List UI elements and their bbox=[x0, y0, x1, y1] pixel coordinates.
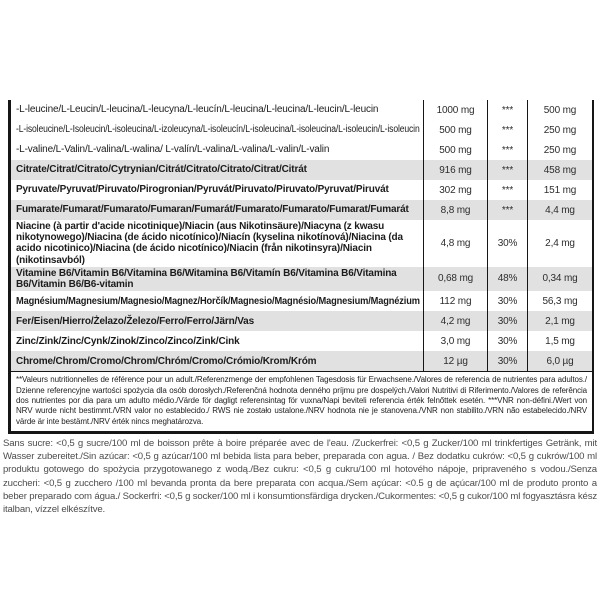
nutrient-label: Citrate/Citrat/Citrato/Cytrynian/Citrát/Citrato/Citrato/Citrat/Citrát bbox=[16, 164, 307, 176]
table-row bbox=[11, 331, 592, 351]
nrv-percent-col: 30% bbox=[487, 331, 527, 351]
nutrient-label: Fer/Eisen/Hierro/Żelazo/Železo/Ferro/Ferro/Järn/Vas bbox=[16, 315, 254, 327]
amount-col-2: 6,0 µg bbox=[527, 351, 592, 371]
nrv-percent-col: 30% bbox=[487, 351, 527, 371]
table-row bbox=[11, 140, 592, 160]
nrv-percent-col: *** bbox=[487, 100, 527, 120]
table-row bbox=[11, 120, 592, 140]
nrv-percent-col: *** bbox=[487, 160, 527, 180]
amount-col-2: 0,34 mg bbox=[527, 267, 592, 291]
amount-col-1: 8,8 mg bbox=[423, 200, 487, 220]
amount-col-1: 12 µg bbox=[423, 351, 487, 371]
nutrient-label: Niacine (à partir d'acide nicotinique)/Niacin (aus Nikotinsäure)/Niacyna (z kwasu nikotynowego)/Niacina (de ácido nicotínico)/Niacín (kyselina nikotínová)/Niacina (da acido nicotinico)/Niacina (de ácido nicotínico)/Niacin (från nikotinsyra)/Niacin (nikotinsavból) bbox=[16, 221, 403, 266]
table-row bbox=[11, 160, 592, 180]
table-row bbox=[11, 291, 592, 311]
sugar-free-statement: Sans sucre: <0,5 g sucre/100 ml de boisson prête à boire préparée avec de l'eau. /Zuckerfrei: <0,5 g Zucker/100 ml trinkfertiges Getränk, mit Wasser zubereitet./Sin azúcar: <0,5 g azúcar/100 ml bebida lista para beber, preparada con agua. / Bez dodatku cukrów: <0,5 g cukrów/100 ml produktu gotowego do spożycia przygotowanego z wodą./Bez cukru: <0,5 g cukru/100 ml hotového nápoje, pripraveného s vodou./Senza zuccheri: <0,5 g zucchero /100 ml bevanda pronta da bere preparata con acqua./Sem açúcar: <0.5 g de açúcar/100 ml de produto pronto a beber preparado com água./ Sockerfri: <0,5 g socker/100 ml i konsumtionsfärdiga drycken./Cukormentes: <0,5 g cukor/100 ml fogyasztásra kész italban, vízzel elkészítve. bbox=[3, 438, 597, 516]
nutrient-label: -L-leucine/L-Leucin/L-leucina/L-leucyna/L-leucín/L-leucina/L-leucina/L-leucin/L-leucin bbox=[16, 104, 379, 116]
nutrient-label: Pyruvate/Pyruvat/Piruvato/Pirogronian/Pyruvát/Piruvato/Piruvato/Pyruvat/Piruvát bbox=[16, 184, 389, 196]
nutrition-table-rows bbox=[11, 100, 592, 371]
amount-col-1: 4,8 mg bbox=[423, 220, 487, 267]
nrv-percent-col: 30% bbox=[487, 291, 527, 311]
nrv-percent-col: *** bbox=[487, 120, 527, 140]
amount-col-1: 500 mg bbox=[423, 120, 487, 140]
amount-col-2: 2,4 mg bbox=[527, 220, 592, 267]
nrv-percent-col: 30% bbox=[487, 220, 527, 267]
amount-col-1: 3,0 mg bbox=[423, 331, 487, 351]
amount-col-2: 250 mg bbox=[527, 140, 592, 160]
nutrition-table bbox=[8, 100, 594, 434]
amount-col-2: 56,3 mg bbox=[527, 291, 592, 311]
table-row bbox=[11, 220, 592, 267]
amount-col-1: 302 mg bbox=[423, 180, 487, 200]
amount-col-1: 916 mg bbox=[423, 160, 487, 180]
amount-col-2: 458 mg bbox=[527, 160, 592, 180]
nutrient-label: -L-isoleucine/L-Isoleucin/L-isoleucina/L-izoleucyna/L-isoleucín/L-isoleucina/L-isoleucina/L-isoleucin/L-isoleucin bbox=[16, 124, 420, 136]
amount-col-2: 500 mg bbox=[527, 100, 592, 120]
table-row bbox=[11, 180, 592, 200]
nrv-percent-col: *** bbox=[487, 200, 527, 220]
nutrient-label: Fumarate/Fumarat/Fumarato/Fumaran/Fumarát/Fumarato/Fumarato/Fumarat/Fumarát bbox=[16, 204, 409, 216]
amount-col-2: 1,5 mg bbox=[527, 331, 592, 351]
nrv-percent-col: 30% bbox=[487, 311, 527, 331]
nutrient-label: Chrome/Chrom/Cromo/Chrom/Chróm/Cromo/Crómio/Krom/Króm bbox=[16, 355, 317, 367]
table-row bbox=[11, 200, 592, 220]
amount-col-1: 1000 mg bbox=[423, 100, 487, 120]
amount-col-2: 250 mg bbox=[527, 120, 592, 140]
nrv-percent-col: 48% bbox=[487, 267, 527, 291]
table-row bbox=[11, 267, 592, 291]
amount-col-1: 112 mg bbox=[423, 291, 487, 311]
amount-col-2: 4,4 mg bbox=[527, 200, 592, 220]
amount-col-1: 4,2 mg bbox=[423, 311, 487, 331]
nrv-footnote: **Valeurs nutritionnelles de référence pour un adult./Referenzmenge der empfohlenen Tagesdosis für Erwachsene./Valores de referencia de nutrientes para adultos./ Dzienne referencyjne wartości spożycia dla osób dorosłych./Referenčná hodnota denného príjmu pre dospelých./Valori Nutritivi di Riferimento./Valores de referência dos nutrientes por dia para um adulto médio./Värde för dagligt referensintag för vuxna/Napi beviteli referencia érték felnőttek esetén. ***VNR non-défini./Wert von NRV wurde nicht bestimmt./VRN valor no establecido./ RWS nie zostało ustalone./NRV hodnota nie je stanovena./VNR non stabilito./VRN não estabelecido./NRV värde är inte bestämt./NRV érték nincs meghatározva. bbox=[11, 371, 592, 431]
amount-col-1: 500 mg bbox=[423, 140, 487, 160]
table-row bbox=[11, 100, 592, 120]
amount-col-2: 2,1 mg bbox=[527, 311, 592, 331]
table-row bbox=[11, 311, 592, 331]
nutrient-label: Zinc/Zink/Zinc/Cynk/Zinok/Zinco/Zinco/Zink/Cink bbox=[16, 335, 240, 347]
nrv-percent-col: *** bbox=[487, 180, 527, 200]
amount-col-1: 0,68 mg bbox=[423, 267, 487, 291]
nutrient-label: Vitamine B6/Vitamin B6/Vitamina B6/Witamina B6/Vitamín B6/Vitamina B6/Vitamina B6/Vitamin B6/B6-vitamin bbox=[16, 267, 397, 290]
nutrient-label: Magnésium/Magnesium/Magnesio/Magnez/Horčík/Magnesio/Magnésio/Magnesium/Magnézium bbox=[16, 295, 420, 307]
table-row bbox=[11, 351, 592, 371]
nutrient-label: -L-valine/L-Valin/L-valina/L-walina/ L-valín/L-valina/L-valina/L-valin/L-valin bbox=[16, 144, 330, 156]
amount-col-2: 151 mg bbox=[527, 180, 592, 200]
nrv-percent-col: *** bbox=[487, 140, 527, 160]
